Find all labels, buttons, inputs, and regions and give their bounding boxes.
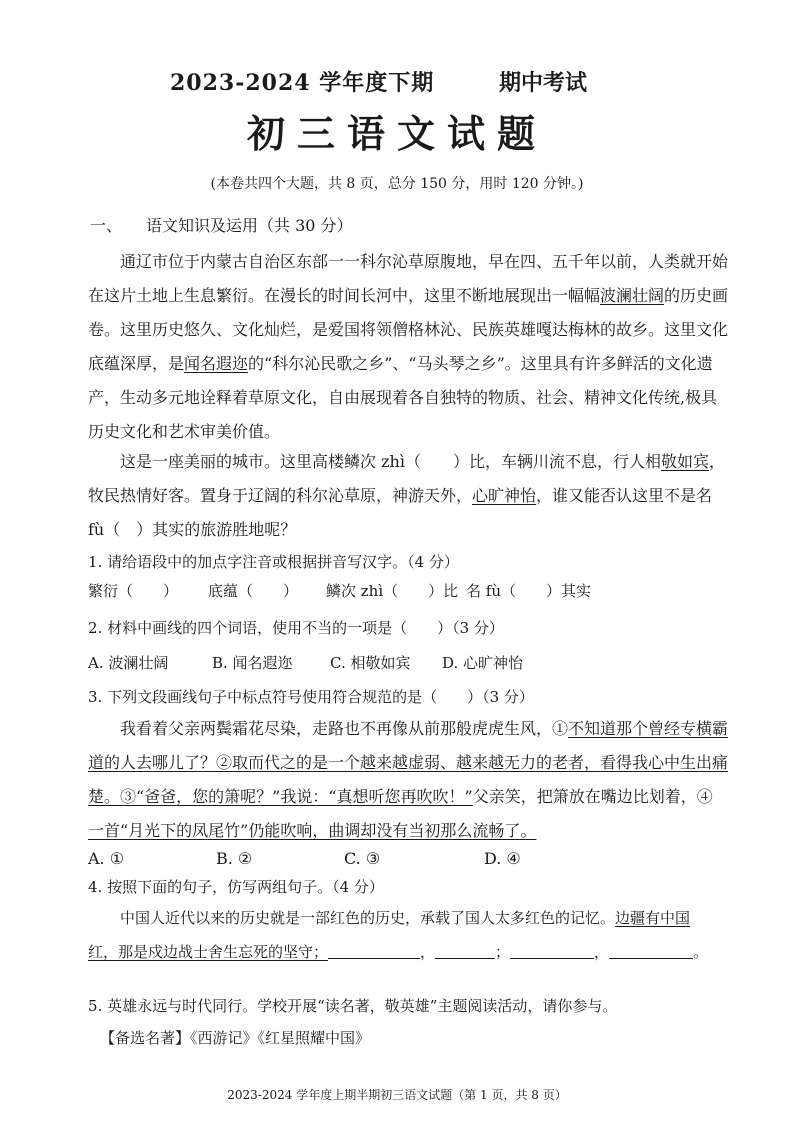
q3-option: C. ③ [344, 849, 381, 868]
exam-year: 2023-2024 学年度下期 [170, 70, 435, 96]
q3-option: A. ① [88, 849, 125, 868]
q3-line [88, 712, 729, 746]
passage-text: 在这片土地上生息繁衍。在漫长的时间长河中，这里不断地展现出一幅幅 [88, 286, 601, 305]
exam-term: 期中考试 [499, 70, 588, 96]
exam-title: 初三语文试题 [246, 111, 547, 156]
question-5-stem: 5. 英雄永远与时代同行。学校开展“读名著，敬英雄”主题阅读活动，请你参与。 [88, 997, 618, 1015]
q1-item: 底蕴（ ） [208, 582, 299, 600]
question-4-sample [88, 901, 709, 969]
q3-line [88, 780, 713, 814]
passage-text: ，谁又能否认这里不是名 [536, 486, 713, 505]
passage-line [88, 479, 713, 513]
q4-end: 。 [693, 943, 709, 961]
q3-line: 一首“月光下的凤尾竹”仍能吹响，曲调却没有当初那么流畅了。 [88, 821, 537, 840]
underlined-term: 敬如宾 [660, 452, 709, 471]
passage-line: 卷。这里历史悠久、文化灿烂，是爱国将领僧格林沁、民族英雄嘎达梅林的故乡。这里文化 [88, 320, 729, 339]
passage-text: 这是一座美丽的城市。这里高楼鳞次 zhì（ ）比，车辆川流不息，行人相 [120, 452, 661, 471]
q1-item: 名 fù（ ）其实 [466, 582, 591, 600]
question-1-items [88, 580, 591, 601]
q4-underlined: 红，那是戍边战士舍生忘死的坚守； [88, 943, 329, 961]
question-2-options [88, 652, 523, 673]
q4-underlined: 边疆有中国 [615, 909, 691, 927]
section-number: 一、 [90, 216, 123, 235]
q3-text: 父亲笑，把箫放在嘴边比划着，④ [472, 787, 713, 806]
question-1-stem: 1. 请给语段中的加点字注音或根据拼音写汉字。（4 分） [88, 553, 459, 571]
q2-option: C. 相敬如宾 [330, 654, 411, 672]
passage-text: 底蕴深厚，是 [88, 354, 185, 373]
passage-paragraph-1 [88, 245, 729, 449]
section-heading [90, 213, 353, 236]
exam-note: (本卷共四个大题，共 8 页，总分 150 分，用时 120 分钟。) [210, 176, 584, 192]
q2-option: D. 心旷神怡 [442, 654, 524, 672]
question-5-books: 【备选名著】《西游记》《红星照耀中国》 [100, 1029, 371, 1047]
underlined-term: 心旷神怡 [472, 486, 537, 505]
passage-line: fù（ ）其实的旅游胜地呢？ [88, 520, 297, 539]
passage-line: 历史文化和艺术审美价值。 [88, 422, 281, 441]
q2-option: A. 波澜壮阔 [88, 654, 169, 672]
q1-item: 鳞次 zhì（ ）比 [326, 582, 459, 600]
underlined-term: 闻名遐迩 [184, 354, 249, 373]
q3-underlined: 楚。③“爸爸，您的箫呢？”我说：“真想听您再吹吹！” [88, 787, 473, 806]
underlined-term: 波澜壮阔 [600, 286, 665, 305]
answer-blank[interactable] [510, 942, 594, 959]
q1-item: 繁衍（ ） [88, 582, 179, 600]
q2-option: B. 闻名遐迩 [212, 654, 293, 672]
passage-text: 的历史画 [664, 286, 729, 305]
q3-text: 我看着父亲两鬓霜花尽染，走路也不再像从前那般虎虎生风，① [120, 719, 569, 738]
passage-paragraph-2 [88, 445, 725, 547]
passage-text: 牧民热情好客。置身于辽阔的科尔沁草原，神游天外， [88, 486, 473, 505]
passage-line: 通辽市位于内蒙古自治区东部一一科尔沁草原腹地，早在四、五千年以前，人类就开始 [120, 252, 729, 271]
q3-underlined: 不知道那个曾经专横霸 [568, 719, 729, 738]
question-2-stem: 2. 材料中画线的四个词语，使用不当的一项是（ ）（3 分） [88, 619, 504, 637]
passage-text: ， [708, 452, 725, 471]
passage-text: 的“科尔沁民歌之乡”、“马头琴之乡”。这里具有许多鲜活的文化遗 [248, 354, 713, 373]
question-4-stem: 4. 按照下面的句子，仿写两组句子。（4 分） [88, 878, 384, 896]
q3-option: B. ② [216, 849, 253, 868]
passage-line [88, 347, 713, 381]
passage-line [88, 279, 729, 313]
answer-blank[interactable] [328, 942, 420, 959]
q4-line: 红，那是戍边战士舍生忘死的坚守； ， ； ， 。 [88, 943, 709, 961]
q4-text: 中国人近代以来的历史就是一部红色的历史，承载了国人太多红色的记忆。 [120, 909, 616, 927]
section-title: 语文知识及运用（共 30 分） [146, 216, 353, 235]
answer-blank[interactable] [435, 942, 495, 959]
passage-line: 产，生动多元地诠释着草原文化，自由展现着各自独特的物质、社会、精神文化传统,极具 [88, 388, 718, 407]
q3-option: D. ④ [484, 849, 521, 868]
question-3-options [88, 849, 521, 868]
question-3-stem: 3. 下列文段画线句子中标点符号使用符合规范的是（ ）（3 分） [88, 688, 534, 706]
q3-line: 道的人去哪儿了？②取而代之的是一个越来越虚弱、越来越无力的老者，看得我心中生出痛 [88, 753, 729, 772]
page-footer: 2023-2024 学年度上期半期初三语文试题（第 1 页，共 8 页） [227, 1088, 567, 1102]
question-3-passage [88, 712, 729, 848]
answer-blank[interactable] [609, 942, 693, 959]
passage-line [88, 445, 725, 479]
q4-line [88, 901, 700, 935]
